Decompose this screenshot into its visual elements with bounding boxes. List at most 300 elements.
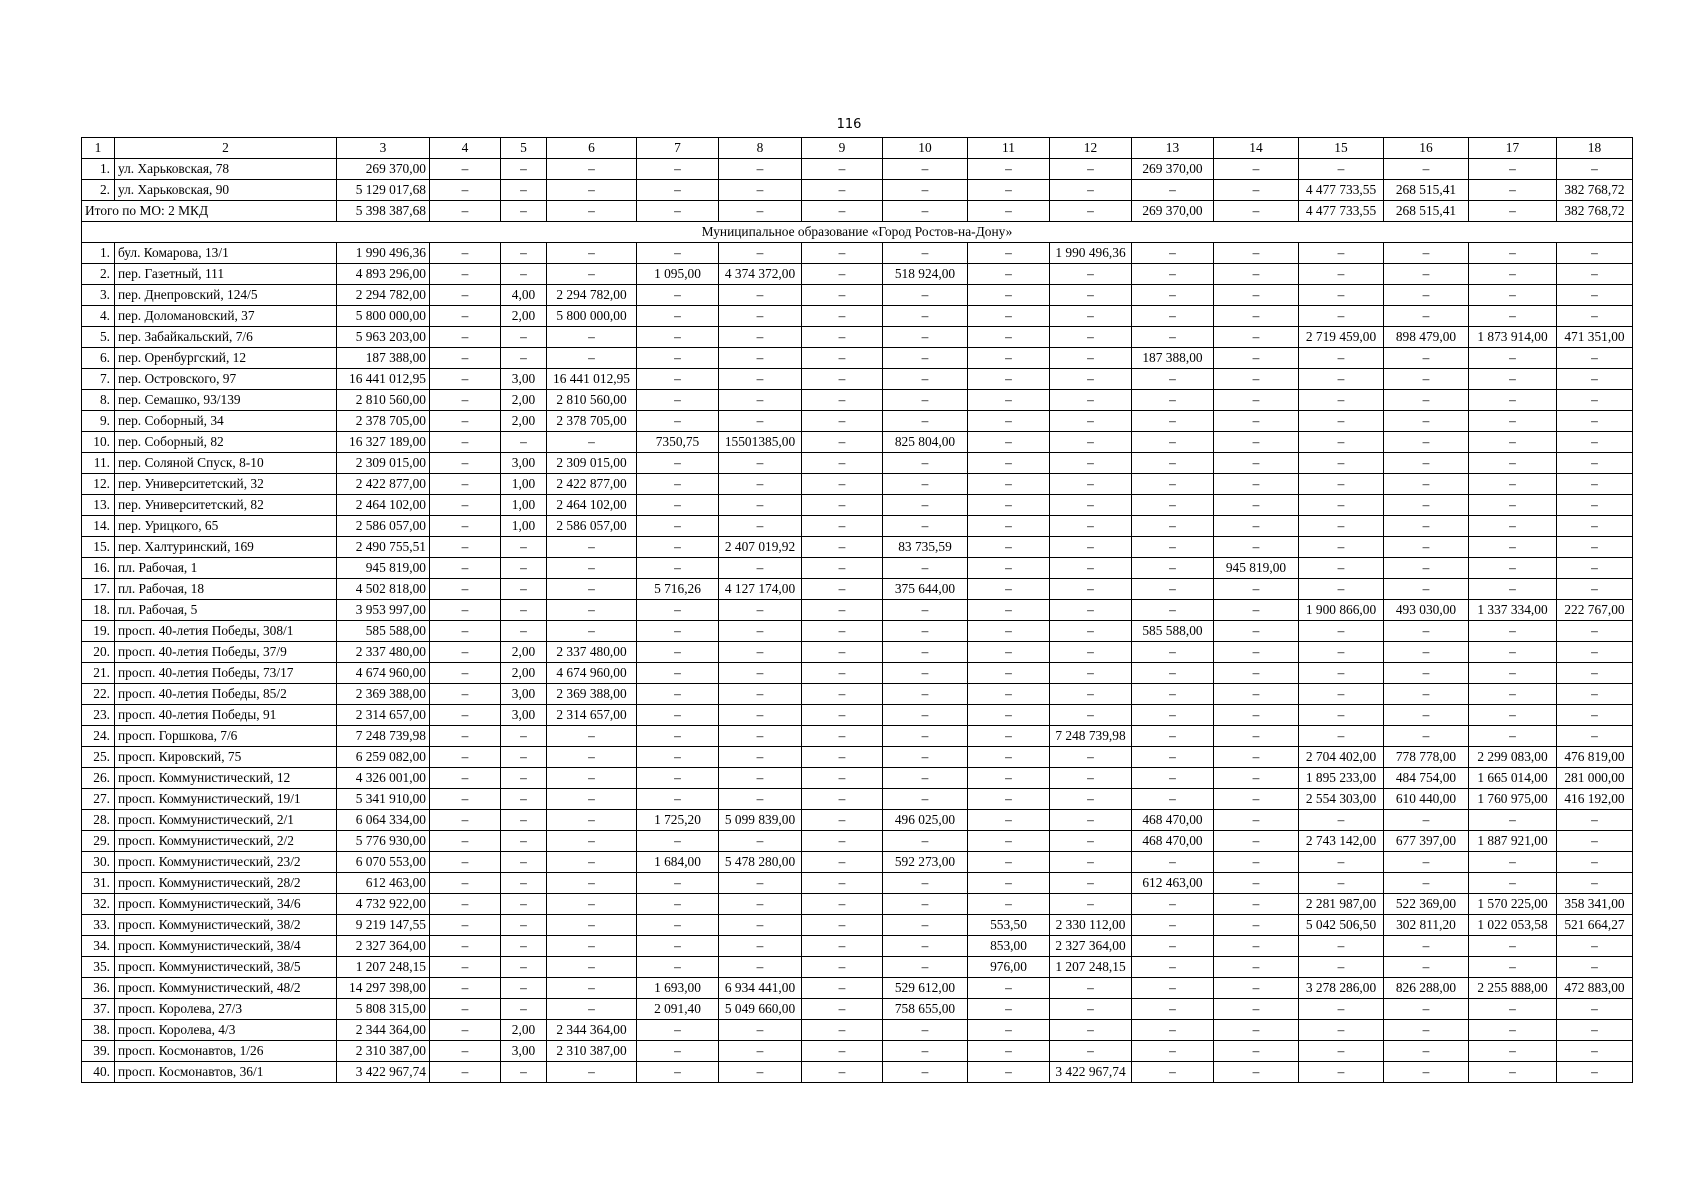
value-cell: – [430, 1062, 501, 1083]
value-cell: – [968, 369, 1050, 390]
address-cell: пл. Рабочая, 18 [115, 579, 337, 600]
value-cell: – [430, 747, 501, 768]
total-cell: – [1469, 201, 1557, 222]
value-cell: 2 310 387,00 [547, 1041, 637, 1062]
value-cell: – [547, 600, 637, 621]
value-cell: – [968, 327, 1050, 348]
value-cell: 5 478 280,00 [719, 852, 802, 873]
value-cell: – [719, 1062, 802, 1083]
value-cell: – [1132, 663, 1214, 684]
value-cell: – [802, 642, 883, 663]
value-cell: – [430, 453, 501, 474]
value-cell: – [637, 726, 719, 747]
value-cell: – [883, 348, 968, 369]
value-cell: – [802, 453, 883, 474]
table-row [82, 516, 1633, 537]
value-cell: – [802, 306, 883, 327]
value-cell: – [430, 1041, 501, 1062]
value-cell: – [547, 915, 637, 936]
table-row [82, 915, 1633, 936]
value-cell: – [883, 600, 968, 621]
value-cell: 5 800 000,00 [337, 306, 430, 327]
table-row [82, 180, 1633, 201]
row-number: 21. [82, 663, 115, 684]
value-cell: – [1214, 495, 1299, 516]
value-cell: 585 588,00 [337, 621, 430, 642]
value-cell: – [1557, 453, 1633, 474]
value-cell: – [1050, 306, 1132, 327]
value-cell: – [1214, 768, 1299, 789]
value-cell: – [719, 243, 802, 264]
value-cell: – [1132, 789, 1214, 810]
value-cell: – [1214, 306, 1299, 327]
row-number: 18. [82, 600, 115, 621]
value-cell: – [1299, 369, 1384, 390]
row-number: 37. [82, 999, 115, 1020]
value-cell: – [1384, 495, 1469, 516]
total-cell: – [883, 201, 968, 222]
row-number: 39. [82, 1041, 115, 1062]
value-cell: – [1469, 369, 1557, 390]
row-number: 27. [82, 789, 115, 810]
value-cell: 2 586 057,00 [547, 516, 637, 537]
value-cell: – [1050, 768, 1132, 789]
value-cell: – [1132, 1062, 1214, 1083]
value-cell: – [802, 474, 883, 495]
value-cell: – [1557, 810, 1633, 831]
value-cell: – [430, 306, 501, 327]
value-cell: – [547, 747, 637, 768]
value-cell: – [1132, 390, 1214, 411]
value-cell: – [802, 600, 883, 621]
value-cell: – [719, 684, 802, 705]
value-cell: 2 464 102,00 [547, 495, 637, 516]
table-row [82, 264, 1633, 285]
value-cell: – [719, 831, 802, 852]
value-cell: – [1050, 684, 1132, 705]
value-cell: 5 042 506,50 [1299, 915, 1384, 936]
value-cell: – [719, 558, 802, 579]
value-cell: 2 330 112,00 [1050, 915, 1132, 936]
value-cell: – [1469, 495, 1557, 516]
value-cell: – [1132, 432, 1214, 453]
row-number: 20. [82, 642, 115, 663]
value-cell: – [637, 1041, 719, 1062]
value-cell: – [883, 285, 968, 306]
table-row [82, 1020, 1633, 1041]
value-cell: – [1132, 579, 1214, 600]
address-cell: пер. Газетный, 111 [115, 264, 337, 285]
value-cell: – [1384, 684, 1469, 705]
value-cell: – [1557, 390, 1633, 411]
value-cell: 1 760 975,00 [1469, 789, 1557, 810]
value-cell: – [1214, 852, 1299, 873]
address-cell: пер. Семашко, 93/139 [115, 390, 337, 411]
value-cell: – [501, 264, 547, 285]
row-number: 14. [82, 516, 115, 537]
value-cell: – [1132, 726, 1214, 747]
value-cell: – [430, 432, 501, 453]
value-cell: 2 586 057,00 [337, 516, 430, 537]
value-cell: – [547, 159, 637, 180]
value-cell: 2 369 388,00 [547, 684, 637, 705]
table-row [82, 306, 1633, 327]
value-cell: 945 819,00 [1214, 558, 1299, 579]
value-cell: – [1469, 558, 1557, 579]
value-cell: – [968, 1062, 1050, 1083]
value-cell: – [1214, 705, 1299, 726]
column-header: 18 [1557, 138, 1633, 159]
value-cell: 1 887 921,00 [1469, 831, 1557, 852]
address-cell: пл. Рабочая, 1 [115, 558, 337, 579]
value-cell: – [1299, 243, 1384, 264]
address-cell: пер. Соборный, 82 [115, 432, 337, 453]
value-cell: – [802, 873, 883, 894]
value-cell: – [883, 915, 968, 936]
value-cell: – [719, 915, 802, 936]
value-cell: – [968, 810, 1050, 831]
column-header: 15 [1299, 138, 1384, 159]
value-cell: – [1132, 999, 1214, 1020]
value-cell: – [802, 516, 883, 537]
value-cell: – [1214, 621, 1299, 642]
value-cell: 3,00 [501, 684, 547, 705]
value-cell: 592 273,00 [883, 852, 968, 873]
value-cell: – [802, 327, 883, 348]
value-cell: – [719, 894, 802, 915]
row-number: 22. [82, 684, 115, 705]
value-cell: – [968, 453, 1050, 474]
value-cell: 2 327 364,00 [337, 936, 430, 957]
total-cell: – [1050, 201, 1132, 222]
value-cell: – [637, 243, 719, 264]
value-cell: – [1132, 558, 1214, 579]
value-cell: – [501, 957, 547, 978]
value-cell: – [1050, 642, 1132, 663]
value-cell: – [883, 474, 968, 495]
address-cell: пер. Соборный, 34 [115, 411, 337, 432]
value-cell: – [1299, 852, 1384, 873]
value-cell: – [1214, 831, 1299, 852]
value-cell: – [883, 873, 968, 894]
value-cell: 2 310 387,00 [337, 1041, 430, 1062]
value-cell: 187 388,00 [1132, 348, 1214, 369]
value-cell: – [501, 894, 547, 915]
value-cell: 2 554 303,00 [1299, 789, 1384, 810]
value-cell: – [1557, 831, 1633, 852]
value-cell: 1 665 014,00 [1469, 768, 1557, 789]
value-cell: – [547, 810, 637, 831]
address-cell: ул. Харьковская, 90 [115, 180, 337, 201]
value-cell: – [430, 768, 501, 789]
value-cell: – [1469, 348, 1557, 369]
value-cell: – [1557, 306, 1633, 327]
value-cell: 269 370,00 [1132, 159, 1214, 180]
address-cell: просп. Коммунистический, 28/2 [115, 873, 337, 894]
value-cell: 1 873 914,00 [1469, 327, 1557, 348]
address-cell: просп. Космонавтов, 36/1 [115, 1062, 337, 1083]
value-cell: 302 811,20 [1384, 915, 1469, 936]
value-cell: 1 684,00 [637, 852, 719, 873]
column-header: 7 [637, 138, 719, 159]
value-cell: – [637, 684, 719, 705]
value-cell: – [1214, 1020, 1299, 1041]
value-cell: – [1050, 978, 1132, 999]
value-cell: – [883, 957, 968, 978]
value-cell: – [883, 894, 968, 915]
column-header: 2 [115, 138, 337, 159]
value-cell: – [547, 264, 637, 285]
page-number: 116 [836, 117, 862, 132]
value-cell: – [430, 516, 501, 537]
value-cell: – [1469, 411, 1557, 432]
value-cell: – [1132, 642, 1214, 663]
value-cell: – [637, 768, 719, 789]
value-cell: – [883, 663, 968, 684]
value-cell: – [1299, 873, 1384, 894]
value-cell: 945 819,00 [337, 558, 430, 579]
value-cell: – [1214, 285, 1299, 306]
value-cell: – [637, 1020, 719, 1041]
value-cell: – [1384, 1041, 1469, 1062]
value-cell: – [1384, 432, 1469, 453]
value-cell: – [968, 789, 1050, 810]
row-number: 24. [82, 726, 115, 747]
table-row [82, 789, 1633, 810]
value-cell: – [883, 1041, 968, 1062]
value-cell: 476 819,00 [1557, 747, 1633, 768]
value-cell: – [1050, 390, 1132, 411]
value-cell: – [430, 369, 501, 390]
value-cell: 2,00 [501, 663, 547, 684]
total-cell: 4 477 733,55 [1299, 201, 1384, 222]
value-cell: – [430, 327, 501, 348]
value-cell: – [1132, 453, 1214, 474]
value-cell: 2,00 [501, 390, 547, 411]
value-cell: – [802, 1020, 883, 1041]
address-cell: просп. Королева, 4/3 [115, 1020, 337, 1041]
value-cell: – [430, 264, 501, 285]
value-cell: – [430, 600, 501, 621]
value-cell: 2 378 705,00 [337, 411, 430, 432]
value-cell: – [637, 747, 719, 768]
value-cell: – [1384, 516, 1469, 537]
row-number: 9. [82, 411, 115, 432]
value-cell: – [883, 243, 968, 264]
value-cell: – [430, 915, 501, 936]
table-row [82, 705, 1633, 726]
total-cell: – [719, 201, 802, 222]
total-cell: 269 370,00 [1132, 201, 1214, 222]
value-cell: – [1469, 537, 1557, 558]
value-cell: – [719, 957, 802, 978]
value-cell: – [430, 684, 501, 705]
value-cell: – [968, 432, 1050, 453]
value-cell: – [1299, 726, 1384, 747]
value-cell: – [719, 789, 802, 810]
row-number: 11. [82, 453, 115, 474]
value-cell: 1 207 248,15 [337, 957, 430, 978]
value-cell: – [1469, 1020, 1557, 1041]
value-cell: – [719, 453, 802, 474]
value-cell: 2,00 [501, 1020, 547, 1041]
value-cell: 3 422 967,74 [1050, 1062, 1132, 1083]
value-cell: 758 655,00 [883, 999, 968, 1020]
value-cell: – [968, 978, 1050, 999]
address-cell: просп. Коммунистический, 48/2 [115, 978, 337, 999]
value-cell: – [968, 306, 1050, 327]
value-cell: – [1050, 474, 1132, 495]
address-cell: ул. Харьковская, 78 [115, 159, 337, 180]
value-cell: – [1132, 264, 1214, 285]
value-cell: – [802, 159, 883, 180]
value-cell: – [547, 978, 637, 999]
value-cell: – [501, 432, 547, 453]
value-cell: 9 219 147,55 [337, 915, 430, 936]
value-cell: – [802, 390, 883, 411]
value-cell: – [547, 957, 637, 978]
row-number: 26. [82, 768, 115, 789]
value-cell: – [802, 747, 883, 768]
value-cell: – [1214, 474, 1299, 495]
address-cell: просп. Коммунистический, 2/1 [115, 810, 337, 831]
value-cell: – [1384, 306, 1469, 327]
value-cell: 5 776 930,00 [337, 831, 430, 852]
value-cell: – [1214, 789, 1299, 810]
value-cell: – [1214, 810, 1299, 831]
table-row [82, 684, 1633, 705]
value-cell: 553,50 [968, 915, 1050, 936]
table-row [82, 663, 1633, 684]
value-cell: 3 278 286,00 [1299, 978, 1384, 999]
value-cell: – [1384, 537, 1469, 558]
value-cell: – [637, 894, 719, 915]
address-cell: просп. 40-летия Победы, 91 [115, 705, 337, 726]
table-row [82, 894, 1633, 915]
value-cell: – [637, 327, 719, 348]
value-cell: – [501, 831, 547, 852]
value-cell: – [1299, 1020, 1384, 1041]
value-cell: – [1469, 579, 1557, 600]
row-number: 6. [82, 348, 115, 369]
value-cell: 14 297 398,00 [337, 978, 430, 999]
value-cell: – [1384, 1020, 1469, 1041]
value-cell: 2 407 019,92 [719, 537, 802, 558]
value-cell: 1 570 225,00 [1469, 894, 1557, 915]
value-cell: – [1384, 810, 1469, 831]
address-cell: пер. Соляной Спуск, 8-10 [115, 453, 337, 474]
address-cell: бул. Комарова, 13/1 [115, 243, 337, 264]
row-number: 28. [82, 810, 115, 831]
table-row [82, 285, 1633, 306]
value-cell: 518 924,00 [883, 264, 968, 285]
value-cell: – [719, 390, 802, 411]
value-cell: – [1050, 705, 1132, 726]
value-cell: – [547, 873, 637, 894]
table-row [82, 159, 1633, 180]
value-cell: – [501, 747, 547, 768]
value-cell: – [547, 852, 637, 873]
value-cell: – [883, 159, 968, 180]
row-number: 23. [82, 705, 115, 726]
value-cell: – [883, 831, 968, 852]
value-cell: – [802, 1062, 883, 1083]
value-cell: 471 351,00 [1557, 327, 1633, 348]
value-cell: – [430, 243, 501, 264]
value-cell: 4 502 818,00 [337, 579, 430, 600]
value-cell: – [430, 621, 501, 642]
value-cell: – [1557, 432, 1633, 453]
value-cell: – [1557, 243, 1633, 264]
value-cell: – [1557, 348, 1633, 369]
address-cell: просп. Коммунистический, 38/2 [115, 915, 337, 936]
address-cell: просп. Коммунистический, 19/1 [115, 789, 337, 810]
value-cell: 3,00 [501, 705, 547, 726]
value-cell: – [1214, 1062, 1299, 1083]
value-cell: – [719, 495, 802, 516]
row-number: 16. [82, 558, 115, 579]
row-number: 29. [82, 831, 115, 852]
value-cell: – [1214, 432, 1299, 453]
address-cell: просп. 40-летия Победы, 308/1 [115, 621, 337, 642]
value-cell: – [1557, 684, 1633, 705]
column-header: 9 [802, 138, 883, 159]
value-cell: – [1214, 348, 1299, 369]
value-cell: – [1557, 705, 1633, 726]
value-cell: – [1384, 999, 1469, 1020]
value-cell: 268 515,41 [1384, 180, 1469, 201]
table-row [82, 432, 1633, 453]
value-cell: – [637, 1062, 719, 1083]
value-cell: – [1214, 1041, 1299, 1062]
value-cell: 4 477 733,55 [1299, 180, 1384, 201]
value-cell: 2,00 [501, 411, 547, 432]
value-cell: – [1299, 579, 1384, 600]
value-cell: – [1557, 936, 1633, 957]
value-cell: – [1299, 957, 1384, 978]
value-cell: 2 378 705,00 [547, 411, 637, 432]
value-cell: – [719, 348, 802, 369]
value-cell: 2 490 755,51 [337, 537, 430, 558]
column-header: 13 [1132, 138, 1214, 159]
value-cell: 2 337 480,00 [547, 642, 637, 663]
value-cell: 585 588,00 [1132, 621, 1214, 642]
value-cell: – [1557, 999, 1633, 1020]
value-cell: – [1132, 684, 1214, 705]
value-cell: – [1132, 411, 1214, 432]
column-header: 12 [1050, 138, 1132, 159]
value-cell: – [719, 873, 802, 894]
value-cell: – [1557, 369, 1633, 390]
value-cell: – [1557, 642, 1633, 663]
value-cell: – [719, 285, 802, 306]
value-cell: 2 309 015,00 [337, 453, 430, 474]
row-number: 10. [82, 432, 115, 453]
table-row [82, 999, 1633, 1020]
value-cell: – [1132, 369, 1214, 390]
value-cell: – [1050, 1041, 1132, 1062]
table-row [82, 810, 1633, 831]
row-number: 40. [82, 1062, 115, 1083]
value-cell: – [1299, 936, 1384, 957]
value-cell: 1,00 [501, 516, 547, 537]
address-cell: просп. Кировский, 75 [115, 747, 337, 768]
value-cell: – [637, 642, 719, 663]
total-cell: – [547, 201, 637, 222]
value-cell: – [1132, 936, 1214, 957]
value-cell: – [1050, 453, 1132, 474]
value-cell: – [883, 1062, 968, 1083]
